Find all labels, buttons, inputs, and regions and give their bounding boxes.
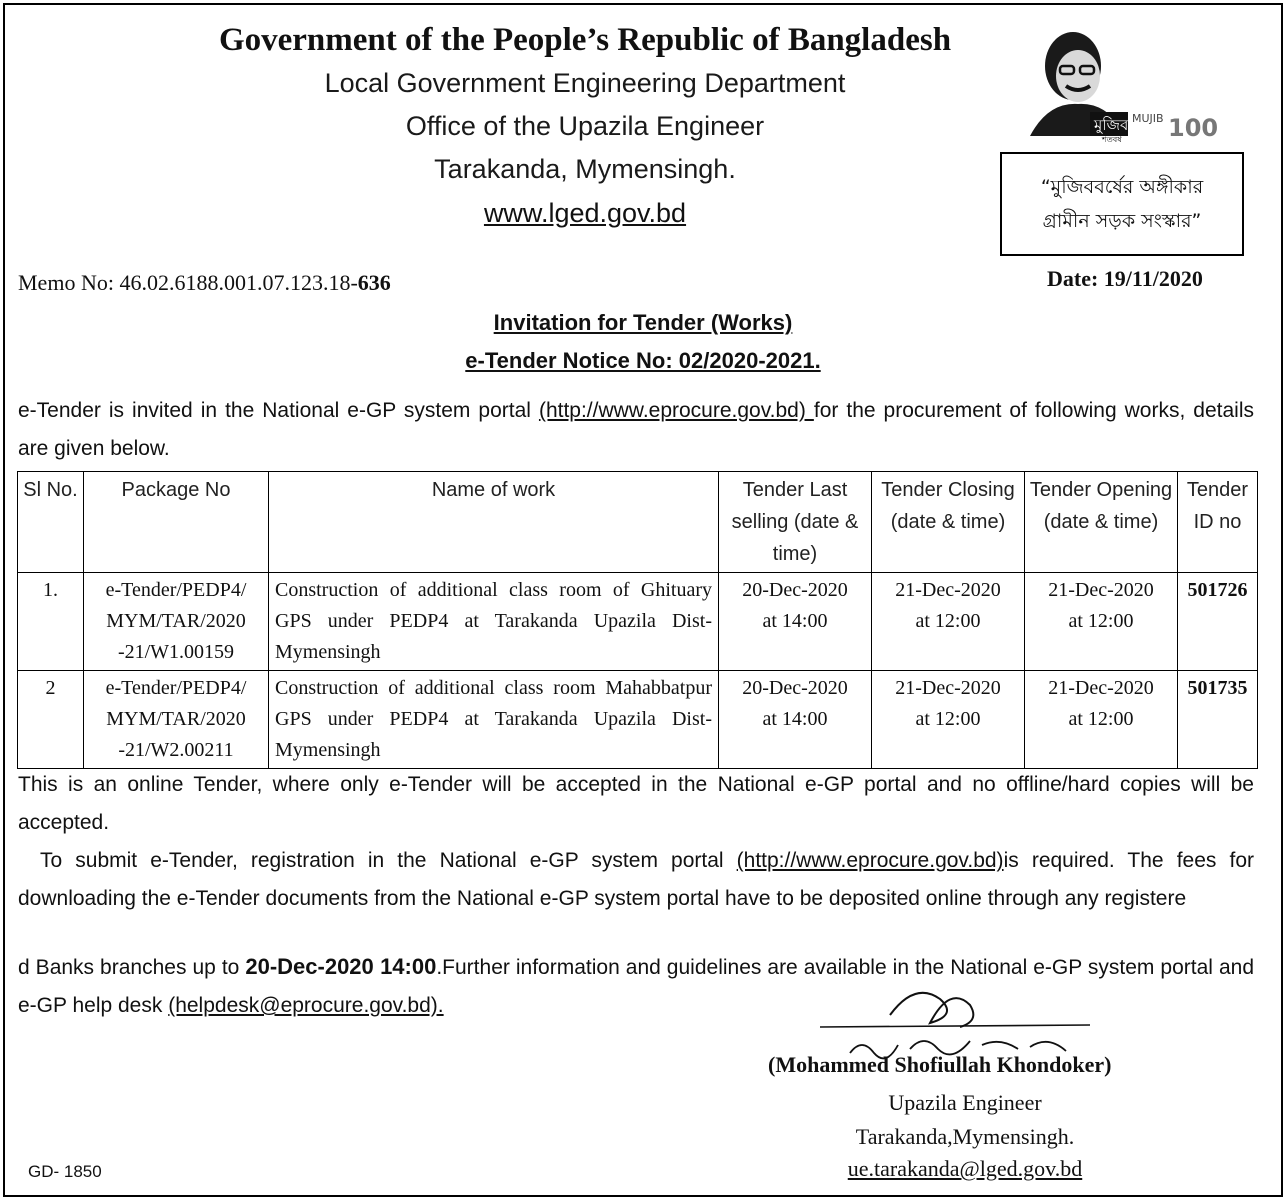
col-opening: Tender Opening (date & time) bbox=[1025, 472, 1178, 573]
row-work: Construction of additional class room of Ghituary GPS under PEDP4 at Tarakanda Upazila Dist- Mymensingh bbox=[269, 573, 719, 671]
svg-text:100: 100 bbox=[1168, 114, 1219, 142]
website-link[interactable]: www.lged.gov.bd bbox=[483, 198, 687, 228]
notice-date: Date: 19/11/2020 bbox=[1047, 266, 1203, 291]
table-row bbox=[18, 573, 1258, 671]
department-name: Local Government Engineering Department bbox=[324, 68, 846, 98]
slogan-box bbox=[1000, 152, 1244, 256]
tender-title: Invitation for Tender (Works) bbox=[493, 310, 793, 335]
deadline: 20-Dec-2020 14:00 bbox=[245, 954, 437, 979]
row-closing: 21-Dec-2020 at 12:00 bbox=[872, 671, 1025, 769]
office-location: Tarakanda, Mymensingh. bbox=[434, 154, 736, 184]
row-work: Construction of additional class room Mahabbatpur GPS under PEDP4 at Tarakanda Upazila Dist- Mymensingh bbox=[269, 671, 719, 769]
table-header-row bbox=[18, 472, 1258, 573]
col-selling: Tender Last selling (date & time) bbox=[719, 472, 872, 573]
tender-table bbox=[17, 471, 1258, 769]
table-row bbox=[18, 671, 1258, 769]
row-opening: 21-Dec-2020 at 12:00 bbox=[1025, 573, 1178, 671]
col-sl: Sl No. bbox=[18, 472, 84, 573]
signatory-email[interactable]: ue.tarakanda@lged.gov.bd bbox=[847, 1156, 1083, 1181]
row-package: e-Tender/PEDP4/ MYM/TAR/2020 -21/W1.00159 bbox=[84, 573, 269, 671]
row-sl: 2 bbox=[18, 671, 84, 769]
slogan-line-1: “মুজিববর্ষের অঙ্গীকার bbox=[1040, 176, 1204, 198]
row-selling: 20-Dec-2020 at 14:00 bbox=[719, 573, 872, 671]
signatory-designation: Upazila Engineer bbox=[888, 1090, 1042, 1115]
government-title: Government of the People’s Republic of Bangladesh bbox=[218, 22, 952, 58]
office-name: Office of the Upazila Engineer bbox=[405, 111, 765, 141]
signatory-name: (Mohammed Shofiullah Khondoker) bbox=[768, 1052, 1112, 1077]
row-tender-id: 501726 bbox=[1178, 573, 1258, 671]
signatory-place: Tarakanda,Mymensingh. bbox=[855, 1124, 1075, 1149]
row-opening: 21-Dec-2020 at 12:00 bbox=[1025, 671, 1178, 769]
svg-text:MUJIB: MUJIB bbox=[1132, 112, 1164, 125]
row-closing: 21-Dec-2020 at 12:00 bbox=[872, 573, 1025, 671]
row-sl: 1. bbox=[18, 573, 84, 671]
slogan-line-2: গ্রামীন সড়ক সংস্কার” bbox=[1042, 210, 1202, 232]
submit-paragraph: To submit e-Tender, registration in the National e-GP system portal (http://www.eprocure.gov.bd)is required. The fees for downloading the e-Tender documents from the National e-GP system portal have to be deposited online through any registere bbox=[18, 849, 1254, 910]
svg-text:শতবর্ষ: শতবর্ষ bbox=[1102, 135, 1122, 144]
row-selling: 20-Dec-2020 at 14:00 bbox=[719, 671, 872, 769]
col-closing: Tender Closing (date & time) bbox=[872, 472, 1025, 573]
row-tender-id: 501735 bbox=[1178, 671, 1258, 769]
col-id: Tender ID no bbox=[1178, 472, 1258, 573]
row-package: e-Tender/PEDP4/ MYM/TAR/2020 -21/W2.00211 bbox=[84, 671, 269, 769]
notice-number: e-Tender Notice No: 02/2020-2021. bbox=[465, 348, 821, 373]
intro-paragraph: e-Tender is invited in the National e-GP system portal (http://www.eprocure.gov.bd) for the procurement of following works, details are given below. bbox=[18, 399, 1255, 460]
banks-paragraph: d Banks branches up to 20-Dec-2020 14:00.Further information and guidelines are available in the National e-GP system portal and e-GP help desk (helpdesk@eprocure.gov.bd). bbox=[18, 954, 1254, 1017]
eprocure-link-2[interactable]: (http://www.eprocure.gov.bd) bbox=[736, 849, 1004, 872]
eprocure-link[interactable]: (http://www.eprocure.gov.bd) bbox=[538, 399, 814, 422]
memo-number: Memo No: 46.02.6188.001.07.123.18-636 bbox=[18, 270, 391, 295]
svg-text:মুজিব: মুজিব bbox=[1094, 116, 1129, 134]
col-package: Package No bbox=[84, 472, 269, 573]
online-note: This is an online Tender, where only e-Tender will be accepted in the National e-GP portal and no offline/hard copies will be accepted. bbox=[18, 773, 1254, 834]
helpdesk-link[interactable]: (helpdesk@eprocure.gov.bd). bbox=[168, 994, 444, 1017]
mujib-100-logo bbox=[1028, 24, 1219, 144]
footer-code: GD- 1850 bbox=[28, 1162, 102, 1181]
col-work: Name of work bbox=[269, 472, 719, 573]
